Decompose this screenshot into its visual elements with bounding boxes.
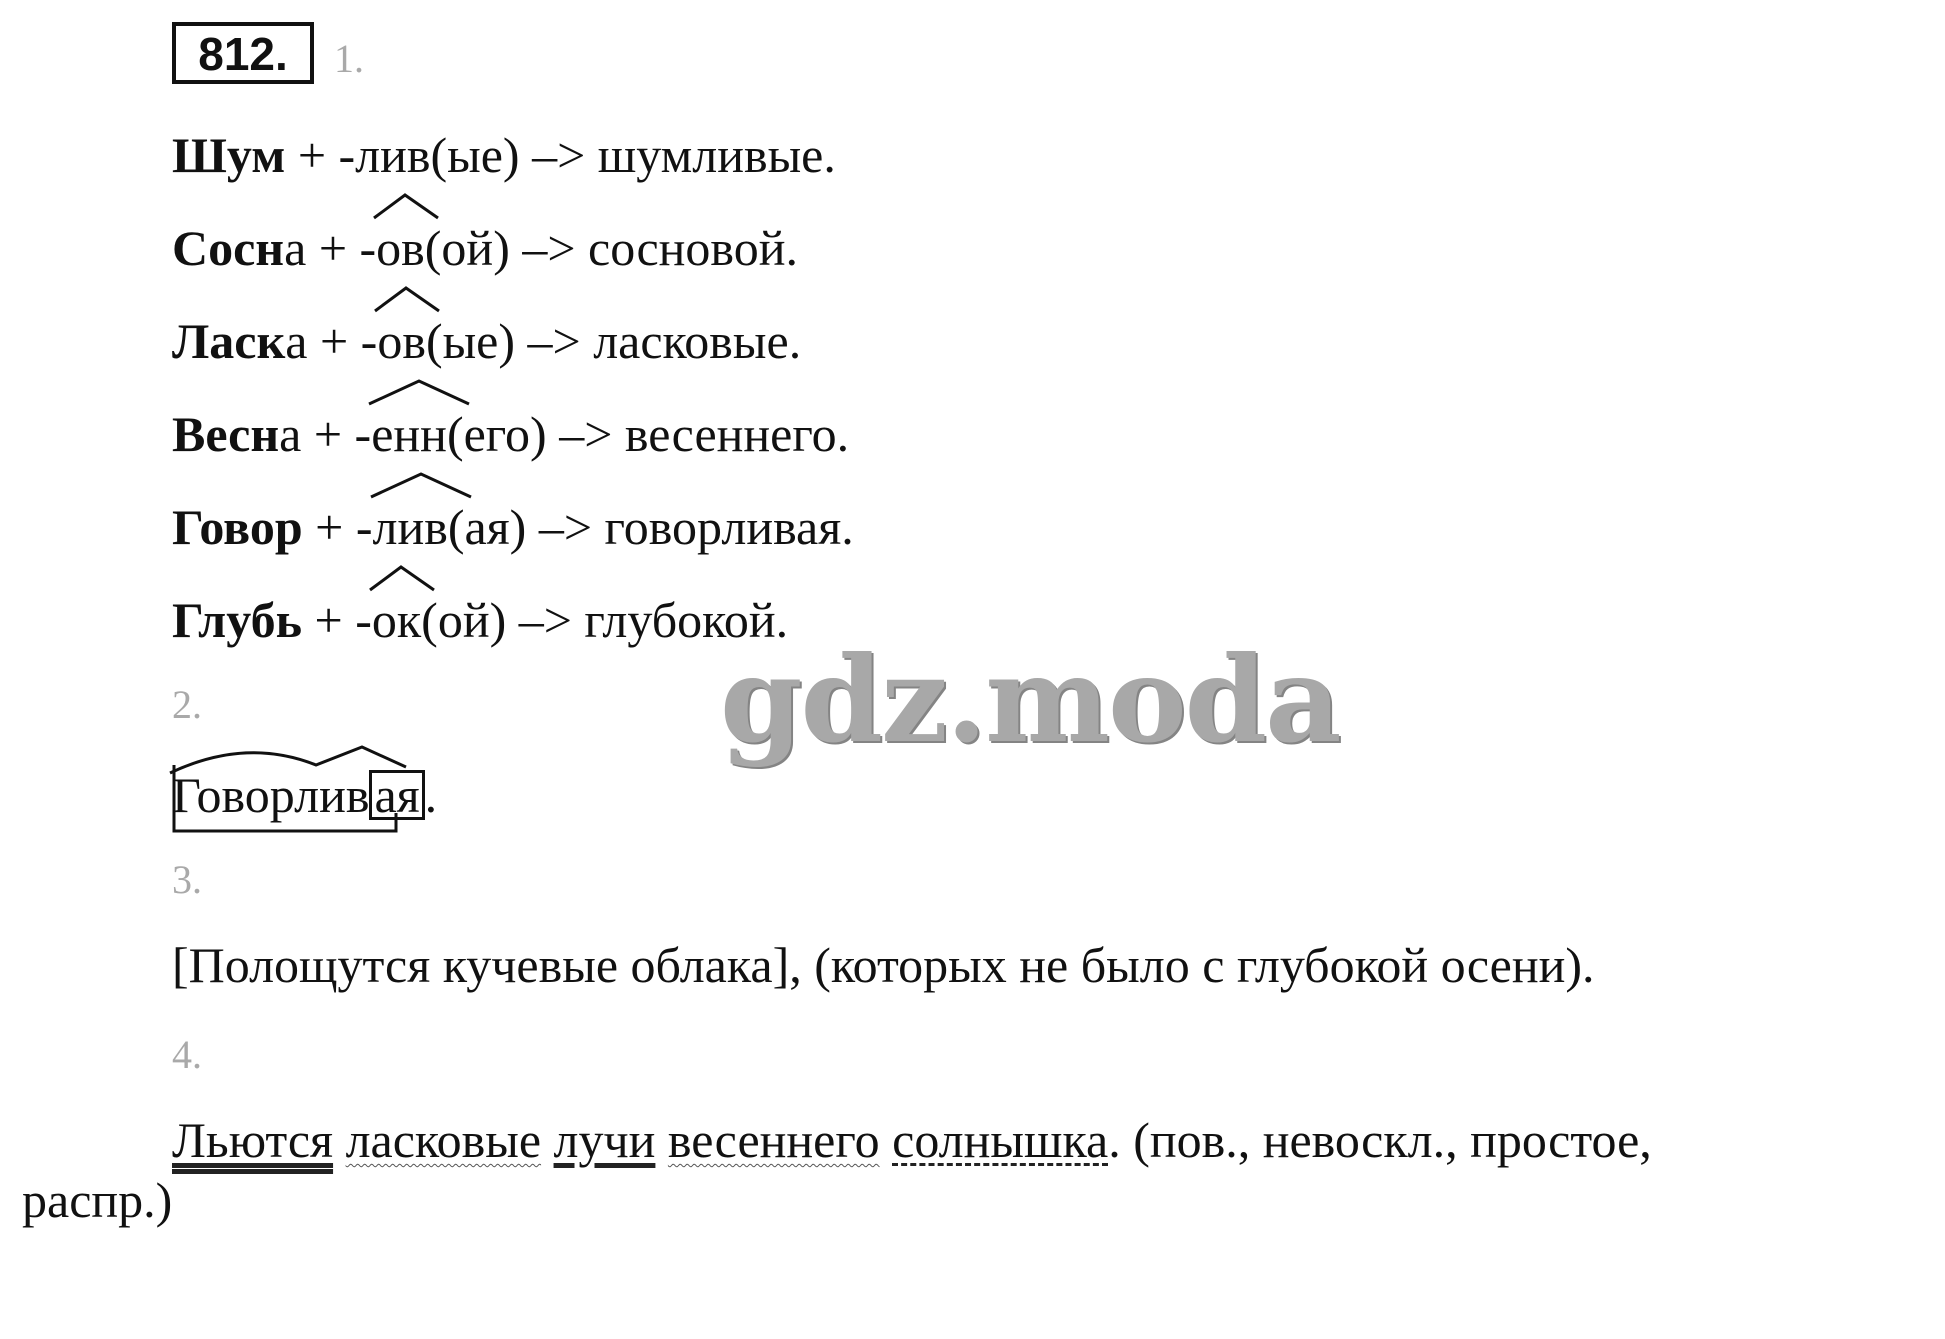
row-rest: + -лив(ые) –> шумливые. (285, 127, 836, 183)
row-sosna (172, 218, 798, 278)
subject-word: Льются (172, 1112, 334, 1168)
row-base: Шум (172, 127, 286, 183)
suffix-arc-icon (373, 285, 443, 315)
analysis-tail: . (пов., невоскл., простое, (1108, 1112, 1652, 1168)
stem-brackets-icon (166, 743, 416, 833)
ending-box: ая (369, 770, 424, 820)
row-govor (172, 497, 854, 557)
row-rest: (ой) –> глубокой. (421, 592, 789, 648)
suffix-text: ов (377, 313, 426, 369)
part3-label: 3. (172, 857, 202, 902)
suffix-text: енн (371, 406, 447, 462)
row-plus: + - (301, 406, 372, 462)
stem-text: Говорлив (172, 767, 370, 823)
row-base: Сосн (172, 220, 285, 276)
row-rest: (ая) –> говорливая. (447, 499, 854, 555)
object-word: солнышка (892, 1112, 1109, 1168)
row-vesna (172, 404, 849, 464)
part2-dot: . (424, 767, 438, 823)
suffix-ov (376, 218, 425, 278)
part2-word (172, 765, 437, 825)
row-plus: + - (302, 592, 372, 648)
row-base-tail: а (284, 220, 307, 276)
suffix-arc-icon (369, 471, 475, 501)
suffix-enn (371, 404, 447, 464)
suffix-ok (372, 590, 421, 650)
attribute-word: ласковые (345, 1112, 542, 1168)
suffix-arc-icon (368, 564, 438, 594)
predicate-word: лучи (553, 1112, 656, 1168)
task-number-box: 812. (172, 22, 314, 84)
part4-sentence (172, 1110, 1652, 1170)
row-rest: (ой) –> сосновой. (424, 220, 798, 276)
suffix-ov (377, 311, 426, 371)
part1-label: 1. (334, 36, 364, 81)
suffix-arc-icon (372, 192, 442, 222)
row-glub (172, 590, 788, 650)
suffix-text: лив (372, 499, 448, 555)
row-plus: + - (306, 220, 377, 276)
word-stem (172, 765, 369, 825)
row-base-tail: а (285, 313, 308, 369)
attribute-word-2: весеннего (667, 1112, 880, 1168)
suffix-arc-icon (367, 378, 473, 408)
part4-wrap: распр.) (22, 1172, 173, 1228)
suffix-liv (373, 497, 448, 557)
row-rest: (ые) –> ласковые. (425, 313, 802, 369)
row-plus: + - (307, 313, 378, 369)
suffix-text: ок (371, 592, 422, 648)
row-base: Ласк (172, 313, 286, 369)
part3-sentence: [Полощутся кучевые облака], (которых не было с глубокой осени). (172, 937, 1595, 993)
row-base: Весн (172, 406, 280, 462)
row-shum (172, 125, 836, 185)
row-base-tail: а (279, 406, 302, 462)
row-rest: (его) –> весеннего. (446, 406, 850, 462)
row-laska (172, 311, 801, 371)
watermark: gdz.moda (720, 630, 1340, 769)
part4-label: 4. (172, 1032, 202, 1077)
suffix-text: ов (376, 220, 425, 276)
row-base: Глубь (172, 592, 303, 648)
part2-label: 2. (172, 682, 202, 727)
row-plus: + - (302, 499, 373, 555)
row-base: Говор (172, 499, 303, 555)
